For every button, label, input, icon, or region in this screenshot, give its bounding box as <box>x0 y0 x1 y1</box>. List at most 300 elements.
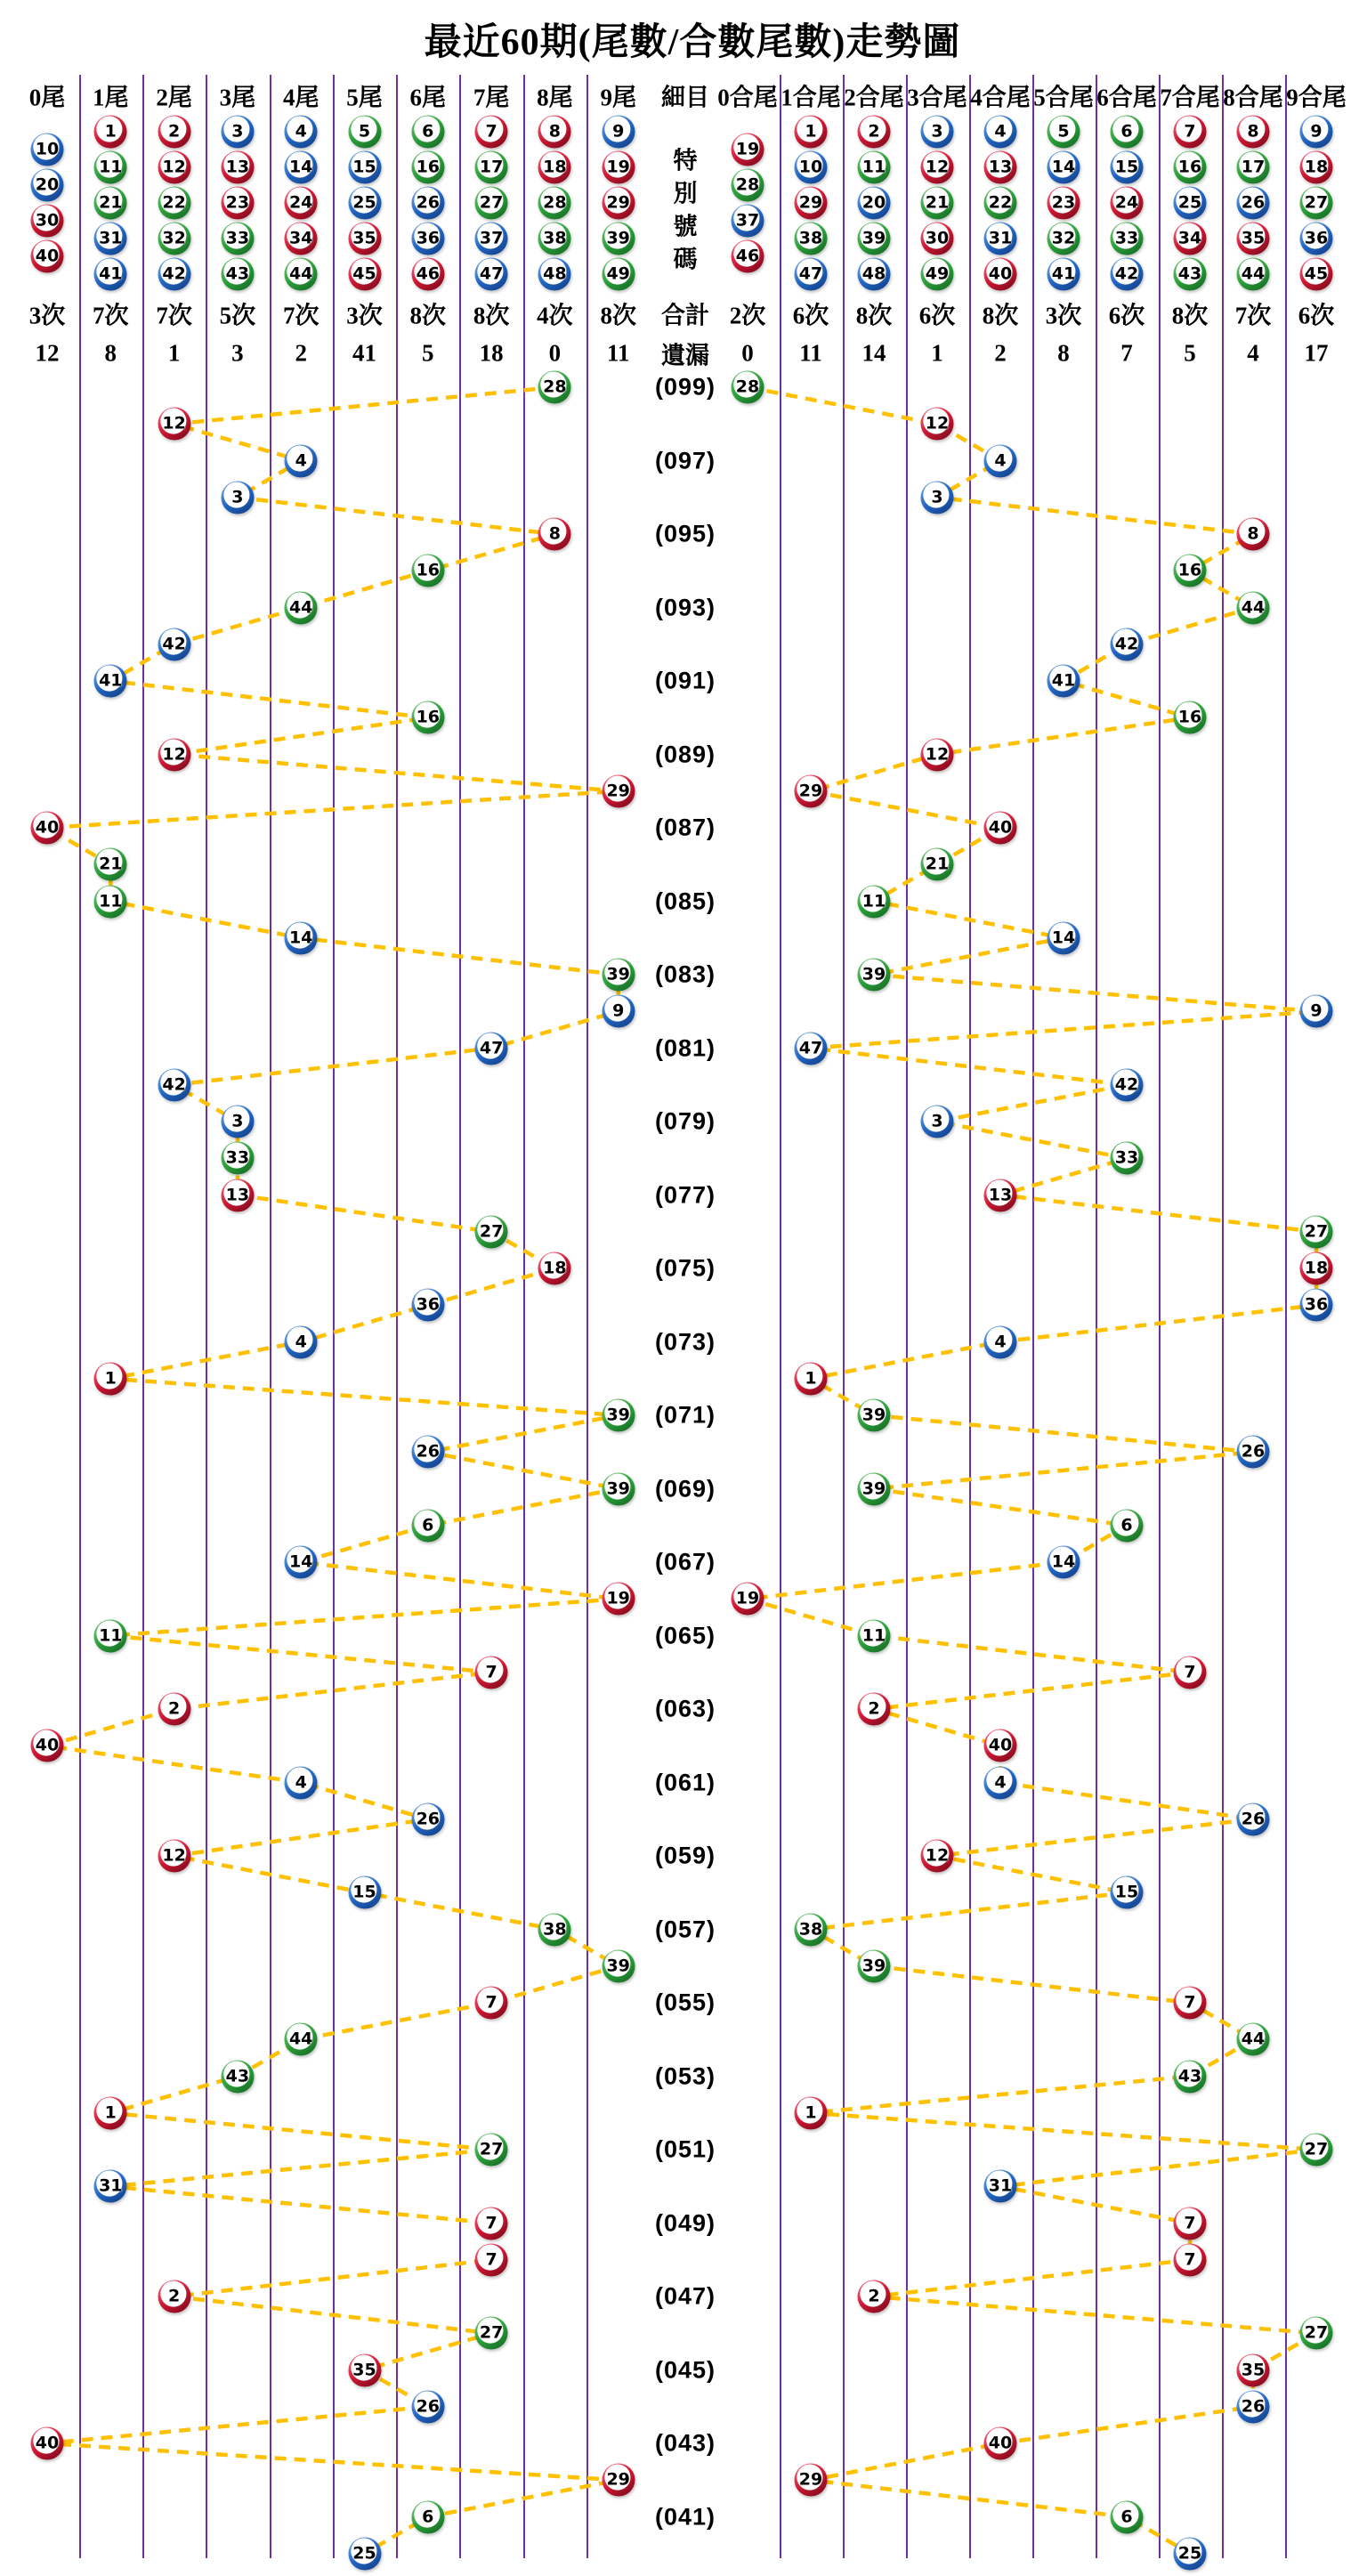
legend-ball-right <box>795 116 828 149</box>
trend-ball-sumtail <box>984 1729 1017 1762</box>
ball-number: 16 <box>416 707 441 727</box>
miss-right-6: 7 <box>1120 339 1133 367</box>
trend-ball-sumtail <box>1237 1802 1270 1835</box>
ball-number: 6 <box>1120 1515 1133 1535</box>
ball-number: 42 <box>162 263 186 284</box>
total-left-1: 7次 <box>93 302 129 329</box>
miss-left-6: 5 <box>422 339 434 367</box>
trend-ball-tail <box>475 1656 508 1689</box>
ball-number: 12 <box>925 157 950 177</box>
miss-left-7: 18 <box>479 339 504 367</box>
legend-ball-right <box>1237 116 1270 149</box>
trend-ball-tail <box>94 2096 127 2129</box>
ball-number: 32 <box>162 228 186 248</box>
trend-ball-sumtail <box>1174 2207 1207 2240</box>
ball-number: 6 <box>1120 2507 1133 2526</box>
ball-number: 7 <box>1184 1992 1196 2013</box>
legend-ball-left <box>221 258 254 291</box>
ball-number: 6 <box>422 121 434 142</box>
trend-ball-tail <box>538 1252 571 1285</box>
ball-number: 32 <box>1051 228 1076 248</box>
legend-ball-left <box>348 116 381 149</box>
legend-ball-right <box>921 151 954 184</box>
trend-ball-sumtail <box>858 959 891 992</box>
period-label: (097) <box>654 447 716 474</box>
trend-ball-sumtail <box>1300 1252 1333 1285</box>
legend-ball-left <box>602 223 635 255</box>
period-label: (047) <box>654 2282 716 2310</box>
trend-ball-sumtail <box>1300 995 1333 1028</box>
header-left-8: 8尾 <box>537 84 573 111</box>
legend-ball-right <box>1300 151 1333 184</box>
legend-ball-right <box>858 223 891 255</box>
trend-ball-tail <box>602 2464 635 2497</box>
trend-ball-sumtail <box>984 444 1017 477</box>
trend-ball-sumtail <box>1237 2390 1270 2423</box>
trend-ball-sumtail <box>1111 1142 1144 1175</box>
ball-number: 21 <box>99 192 123 213</box>
legend-ball-left <box>602 187 635 220</box>
total-left-6: 8次 <box>409 302 447 329</box>
legend-ball-left <box>94 187 127 220</box>
ball-number: 27 <box>479 1221 504 1242</box>
total-right-1: 6次 <box>792 302 829 329</box>
period-label: (083) <box>654 960 716 988</box>
ball-number: 39 <box>861 1405 886 1425</box>
legend-ball-left <box>475 258 508 291</box>
legend-ball-right <box>732 169 764 202</box>
trend-ball-sumtail <box>921 1106 954 1138</box>
legend-ball-left <box>94 258 127 291</box>
ball-number: 45 <box>352 263 376 284</box>
trend-ball-tail <box>602 1399 635 1432</box>
ball-number: 26 <box>1241 1441 1266 1462</box>
ball-number: 47 <box>479 263 504 284</box>
ball-number: 27 <box>1304 2322 1329 2343</box>
ball-number: 46 <box>735 246 760 266</box>
ball-number: 7 <box>485 1992 497 2013</box>
ball-number: 35 <box>352 228 376 248</box>
ball-number: 26 <box>1241 192 1266 213</box>
legend-ball-right <box>1300 116 1333 149</box>
ball-number: 1 <box>805 121 817 142</box>
header-left-6: 6尾 <box>409 84 447 111</box>
ball-number: 33 <box>1114 1147 1139 1168</box>
ball-number: 11 <box>861 891 886 911</box>
total-left-8: 4次 <box>537 302 573 329</box>
ball-number: 17 <box>479 157 504 177</box>
ball-number: 30 <box>925 228 950 248</box>
trend-ball-sumtail <box>858 1693 891 1726</box>
ball-number: 22 <box>988 192 1013 213</box>
header-left-0: 0尾 <box>28 84 66 111</box>
legend-ball-right <box>1300 223 1333 255</box>
period-label: (061) <box>654 1769 716 1795</box>
ball-number: 14 <box>288 1551 313 1572</box>
ball-number: 35 <box>352 2360 376 2379</box>
ball-number: 8 <box>1247 523 1259 544</box>
legend-ball-right <box>1047 116 1080 149</box>
ball-number: 17 <box>1241 157 1266 177</box>
miss-right-0: 0 <box>741 339 754 367</box>
legend-ball-left <box>285 258 318 291</box>
ball-number: 12 <box>925 1845 950 1866</box>
legend-ball-right <box>1300 258 1333 291</box>
header-right-8: 8合尾 <box>1223 84 1283 111</box>
ball-number: 1 <box>104 2102 117 2123</box>
trend-ball-sumtail <box>858 885 891 918</box>
legend-ball-right <box>858 151 891 184</box>
trend-ball-sumtail <box>795 2464 828 2497</box>
miss-right-9: 17 <box>1304 339 1329 367</box>
period-label: (053) <box>654 2062 716 2089</box>
trend-ball-tail <box>158 628 190 660</box>
trend-ball-tail <box>411 1289 444 1322</box>
legend-ball-left <box>538 116 571 149</box>
ball-number: 27 <box>479 2322 504 2343</box>
ball-number: 37 <box>479 228 504 248</box>
total-left-2: 7次 <box>156 302 192 329</box>
trend-ball-tail <box>285 921 318 954</box>
trend-ball-tail <box>221 2060 254 2093</box>
ball-number: 11 <box>861 157 886 177</box>
ball-number: 40 <box>988 1735 1013 1755</box>
trend-ball-sumtail <box>858 2280 891 2313</box>
legend-ball-right <box>1237 151 1270 184</box>
legend-ball-left <box>221 116 254 149</box>
ball-number: 37 <box>735 210 760 231</box>
trend-ball-tail <box>475 2134 508 2167</box>
legend-ball-right <box>1237 223 1270 255</box>
legend-ball-left <box>31 240 64 273</box>
miss-right-4: 2 <box>994 339 1007 367</box>
trend-ball-sumtail <box>1174 1987 1207 2020</box>
ball-number: 12 <box>925 744 950 764</box>
header-right-1: 1合尾 <box>781 84 841 111</box>
ball-number: 36 <box>416 228 441 248</box>
ball-number: 47 <box>798 263 823 284</box>
trend-ball-sumtail <box>795 1913 828 1946</box>
miss-left-0: 12 <box>35 339 60 367</box>
ball-number: 9 <box>612 121 625 142</box>
ball-number: 13 <box>225 157 250 177</box>
legend-ball-right <box>858 116 891 149</box>
trend-ball-sumtail <box>858 1949 891 1982</box>
ball-number: 41 <box>99 263 123 284</box>
legend-ball-left <box>31 169 64 202</box>
ball-number: 7 <box>485 2213 497 2232</box>
trend-ball-sumtail <box>1237 518 1270 551</box>
special-number-label-char: 碼 <box>673 246 698 273</box>
legend-ball-right <box>1111 151 1144 184</box>
period-label: (073) <box>654 1328 716 1355</box>
ball-number: 18 <box>1304 1258 1329 1278</box>
legend-ball-left <box>348 151 381 184</box>
ball-number: 9 <box>1310 1000 1323 1021</box>
trend-ball-tail <box>411 1509 444 1542</box>
ball-number: 29 <box>798 2469 823 2490</box>
trend-ball-tail <box>538 518 571 551</box>
trend-ball-sumtail <box>795 1362 828 1395</box>
miss-right-2: 14 <box>861 339 886 367</box>
ball-number: 46 <box>416 263 441 284</box>
trend-ball-sumtail <box>984 812 1017 845</box>
legend-ball-left <box>94 116 127 149</box>
ball-number: 11 <box>99 1625 123 1645</box>
trend-ball-sumtail <box>1174 2537 1207 2570</box>
ball-number: 29 <box>606 2469 630 2490</box>
ball-number: 23 <box>225 192 250 213</box>
ball-number: 12 <box>162 1845 186 1866</box>
ball-number: 45 <box>1304 263 1329 284</box>
ball-number: 27 <box>1304 1221 1329 1242</box>
ball-number: 19 <box>735 1588 760 1608</box>
legend-ball-left <box>221 223 254 255</box>
legend-ball-right <box>1047 223 1080 255</box>
ball-number: 43 <box>225 263 250 284</box>
ball-number: 9 <box>612 1000 625 1021</box>
ball-number: 3 <box>931 121 943 142</box>
period-label: (059) <box>654 1842 716 1869</box>
legend-ball-right <box>921 187 954 220</box>
legend-ball-right <box>858 258 891 291</box>
trend-ball-sumtail <box>1047 665 1080 698</box>
ball-number: 13 <box>988 157 1013 177</box>
ball-number: 47 <box>479 1038 504 1057</box>
trend-ball-tail <box>285 591 318 624</box>
ball-number: 39 <box>606 228 630 248</box>
trend-ball-sumtail <box>1111 628 1144 660</box>
legend-ball-right <box>984 187 1017 220</box>
ball-number: 44 <box>288 263 313 284</box>
trend-ball-sumtail <box>984 1766 1017 1799</box>
header-left-5: 5尾 <box>346 84 383 111</box>
trend-ball-tail <box>94 2170 127 2203</box>
right-trend-line <box>748 387 1316 2554</box>
legend-ball-right <box>1047 151 1080 184</box>
period-label: (095) <box>654 520 716 547</box>
trend-ball-tail <box>31 2427 64 2460</box>
total-right-4: 8次 <box>982 302 1019 329</box>
ball-number: 40 <box>35 817 60 838</box>
legend-ball-left <box>348 223 381 255</box>
ball-number: 4 <box>994 1772 1007 1792</box>
miss-right-8: 4 <box>1247 339 1259 367</box>
trend-ball-sumtail <box>984 2427 1017 2460</box>
ball-number: 29 <box>606 192 630 213</box>
ball-number: 41 <box>1051 670 1076 691</box>
period-label: (041) <box>654 2503 716 2530</box>
legend-ball-right <box>1237 258 1270 291</box>
ball-number: 35 <box>1241 2360 1266 2379</box>
legend-ball-right <box>1174 223 1207 255</box>
ball-number: 41 <box>1051 263 1076 284</box>
trend-ball-sumtail <box>1174 2060 1207 2093</box>
legend-ball-right <box>921 258 954 291</box>
ball-number: 44 <box>1241 2029 1266 2049</box>
trend-ball-tail <box>94 1362 127 1395</box>
ball-number: 12 <box>162 413 186 433</box>
ball-number: 33 <box>225 1147 250 1168</box>
trend-ball-tail <box>221 1142 254 1175</box>
legend-ball-left <box>411 151 444 184</box>
trend-ball-tail <box>348 2537 381 2570</box>
ball-number: 25 <box>352 192 376 213</box>
legend-ball-left <box>538 258 571 291</box>
ball-number: 29 <box>798 781 823 801</box>
ball-number: 9 <box>1310 121 1323 142</box>
legend-ball-right <box>795 187 828 220</box>
legend-ball-left <box>475 151 508 184</box>
ball-number: 15 <box>352 157 376 177</box>
ball-number: 8 <box>548 121 561 142</box>
trend-ball-sumtail <box>858 1399 891 1432</box>
ball-number: 16 <box>1177 157 1202 177</box>
ball-number: 42 <box>1114 263 1139 284</box>
trend-ball-tail <box>285 2023 318 2056</box>
header-left-1: 1尾 <box>93 84 129 111</box>
trend-ball-tail <box>475 1032 508 1065</box>
ball-number: 7 <box>485 1662 497 1682</box>
legend-ball-left <box>602 116 635 149</box>
period-label: (079) <box>654 1107 716 1135</box>
ball-number: 6 <box>422 1515 434 1535</box>
ball-number: 3 <box>931 1111 943 1131</box>
ball-number: 12 <box>162 744 186 764</box>
ball-number: 43 <box>225 2066 250 2086</box>
ball-number: 10 <box>798 157 823 177</box>
trend-ball-tail <box>94 665 127 698</box>
trend-ball-sumtail <box>1111 1068 1144 1101</box>
ball-number: 33 <box>225 228 250 248</box>
ball-number: 44 <box>288 2029 313 2049</box>
ball-number: 25 <box>1177 192 1202 213</box>
ball-number: 15 <box>1114 1882 1139 1902</box>
ball-number: 4 <box>295 450 307 470</box>
ball-number: 47 <box>798 1038 823 1057</box>
ball-number: 2 <box>868 2286 880 2306</box>
miss-left-5: 41 <box>352 339 376 367</box>
period-label: (099) <box>654 373 716 401</box>
legend-ball-right <box>1237 187 1270 220</box>
trend-ball-tail <box>411 2500 444 2533</box>
legend-ball-left <box>411 187 444 220</box>
left-trend-line <box>47 387 619 2554</box>
period-label: (071) <box>654 1401 716 1429</box>
ball-number: 28 <box>735 174 760 195</box>
ball-number: 33 <box>1114 228 1139 248</box>
ball-number: 40 <box>35 2433 60 2453</box>
ball-number: 19 <box>606 1588 630 1608</box>
trend-ball-tail <box>158 408 190 441</box>
ball-number: 2 <box>167 121 181 142</box>
ball-number: 24 <box>1114 192 1139 213</box>
legend-ball-left <box>31 205 64 238</box>
legend-ball-left <box>31 134 64 166</box>
ball-number: 4 <box>295 1772 307 1792</box>
legend-ball-right <box>732 205 764 238</box>
legend-ball-left <box>221 151 254 184</box>
ball-number: 5 <box>1057 121 1070 142</box>
trend-ball-sumtail <box>1174 555 1207 587</box>
legend-ball-right <box>984 116 1017 149</box>
miss-left-1: 8 <box>104 339 117 367</box>
header-left-7: 7尾 <box>473 84 510 111</box>
trend-ball-tail <box>602 959 635 992</box>
page-title: 最近60期(尾數/合數尾數)走勢圖 <box>424 22 961 63</box>
ball-number: 31 <box>988 2175 1013 2196</box>
trend-ball-tail <box>411 555 444 587</box>
miss-left-9: 11 <box>606 339 630 367</box>
miss-left-3: 3 <box>231 339 244 367</box>
trend-ball-tail <box>538 371 571 404</box>
legend-ball-right <box>795 151 828 184</box>
ball-number: 44 <box>288 597 313 617</box>
total-left-9: 8次 <box>600 302 636 329</box>
trend-ball-sumtail <box>1111 1509 1144 1542</box>
legend-ball-left <box>348 187 381 220</box>
trend-ball-sumtail <box>984 2170 1017 2203</box>
legend-ball-left <box>538 223 571 255</box>
legend-ball-left <box>94 151 127 184</box>
period-label: (077) <box>654 1181 716 1208</box>
header-right-0: 0合尾 <box>717 84 778 111</box>
period-label: (043) <box>654 2429 716 2457</box>
ball-number: 35 <box>1241 228 1266 248</box>
header-right-9: 9合尾 <box>1286 84 1347 111</box>
legend-ball-right <box>1174 258 1207 291</box>
total-right-8: 7次 <box>1234 302 1272 329</box>
total-right-7: 8次 <box>1171 302 1209 329</box>
ball-number: 15 <box>352 1882 376 1902</box>
miss-right-7: 5 <box>1184 339 1196 367</box>
miss-left-4: 2 <box>295 339 307 367</box>
legend-ball-left <box>94 223 127 255</box>
trend-ball-tail <box>475 2317 508 2350</box>
ball-number: 18 <box>543 1258 567 1278</box>
legend-ball-right <box>984 223 1017 255</box>
ball-number: 27 <box>1304 2139 1329 2159</box>
header-left-3: 3尾 <box>219 84 256 111</box>
ball-number: 15 <box>1114 157 1139 177</box>
trend-ball-sumtail <box>732 371 764 404</box>
trend-ball-sumtail <box>1047 1546 1080 1579</box>
period-label: (085) <box>654 887 716 914</box>
legend-ball-right <box>984 258 1017 291</box>
trend-ball-tail <box>475 1215 508 1248</box>
legend-ball-right <box>1047 187 1080 220</box>
ball-number: 14 <box>1051 928 1076 948</box>
period-label: (081) <box>654 1034 716 1061</box>
ball-number: 44 <box>1241 263 1266 284</box>
trend-ball-tail <box>158 2280 190 2313</box>
ball-number: 4 <box>994 121 1007 142</box>
legend-ball-left <box>411 223 444 255</box>
period-label: (089) <box>654 741 716 767</box>
total-right-9: 6次 <box>1298 302 1335 329</box>
ball-number: 8 <box>1247 121 1259 142</box>
ball-number: 27 <box>1304 192 1329 213</box>
period-label: (067) <box>654 1548 716 1576</box>
legend-ball-right <box>921 116 954 149</box>
detail-column-header: 細目 <box>661 84 709 111</box>
ball-number: 28 <box>543 377 567 397</box>
summary-total-label: 合計 <box>661 302 709 329</box>
ball-number: 3 <box>231 1111 244 1131</box>
legend-ball-left <box>538 187 571 220</box>
period-label: (093) <box>654 594 716 620</box>
ball-number: 38 <box>798 1919 823 1939</box>
